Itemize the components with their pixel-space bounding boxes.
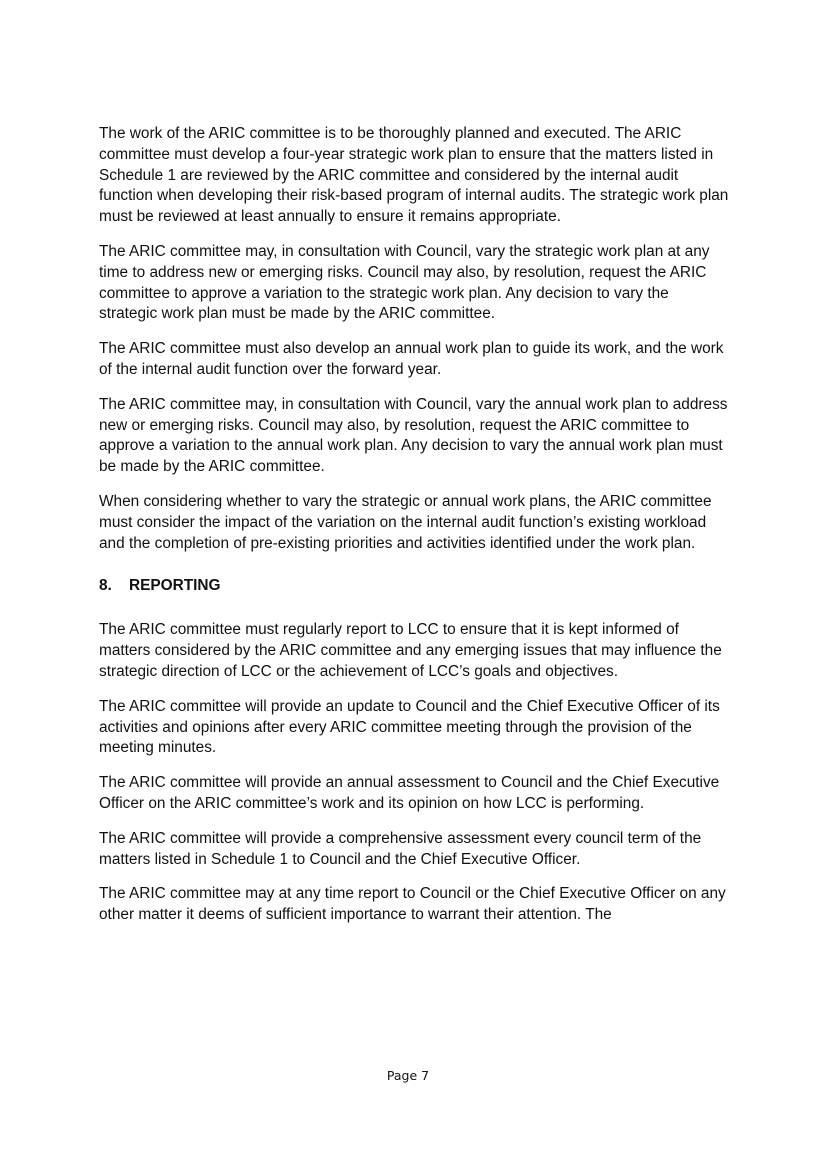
paragraph-adhoc-reporting: The ARIC committee may at any time report to Council or the Chief Executive Officer on any other matter it deems of sufficient importance to warrant their attention. The xyxy=(99,885,726,924)
paragraph-annual-work-plan: The ARIC committee must also develop an annual work plan to guide its work, and the work of the internal audit function over the forward year. xyxy=(99,340,724,378)
paragraph-variation-considerations: When considering whether to vary the strategic or annual work plans, the ARIC committee must consider the impact of the variation on the internal audit function’s existing workload and the completion of pre-existing priorities and activities identified under the work plan. xyxy=(99,492,712,552)
paragraph-term-assessment: The ARIC committee will provide a comprehensive assessment every council term of the matters listed in Schedule 1 to Council and the Chief Executive Officer. xyxy=(99,829,702,868)
paragraph-work-planning: The work of the ARIC committee is to be thoroughly planned and executed. The ARIC committee must develop a four-year strategic work plan to ensure that the matters listed in Schedule 1 are reviewed by the ARIC committee and considered by the internal audit function when developing their risk-based program of internal audits. The strategic work plan must be reviewed at least annually to ensure it remains appropriate. xyxy=(99,125,729,226)
section-title: REPORTING xyxy=(129,577,221,595)
paragraph-regular-reporting: The ARIC committee must regularly report to LCC to ensure that it is kept informed of matters considered by the ARIC committee and any emerging issues that may influence the strategic direction of LCC or the achievement of LCC’s goals and objectives. xyxy=(99,621,722,680)
page-number: Page 7 xyxy=(386,1068,430,1083)
paragraph-meeting-updates: The ARIC committee will provide an update to Council and the Chief Executive Officer of its activities and opinions after every ARIC committee meeting through the provision of the meeting minutes. xyxy=(99,697,720,757)
paragraph-vary-strategic-plan: The ARIC committee may, in consultation with Council, vary the strategic work plan at any time to address new or emerging risks. Council may also, by resolution, request the ARIC committee to approve a variation to the strategic work plan. Any decision to vary the strategic work plan must be made by the ARIC committee. xyxy=(99,242,710,323)
section-number: 8. xyxy=(99,577,112,595)
paragraph-vary-annual-plan: The ARIC committee may, in consultation with Council, vary the annual work plan to address new or emerging risks. Council may also, by resolution, request the ARIC committee to approve a variation to the annual work plan. Any decision to vary the annual work plan must be made by the ARIC committee. xyxy=(99,395,728,476)
paragraph-annual-assessment: The ARIC committee will provide an annual assessment to Council and the Chief Executive Officer on the ARIC committee’s work and its opinion on how LCC is performing. xyxy=(99,774,720,812)
page-body xyxy=(99,124,729,940)
section-heading xyxy=(99,576,729,596)
